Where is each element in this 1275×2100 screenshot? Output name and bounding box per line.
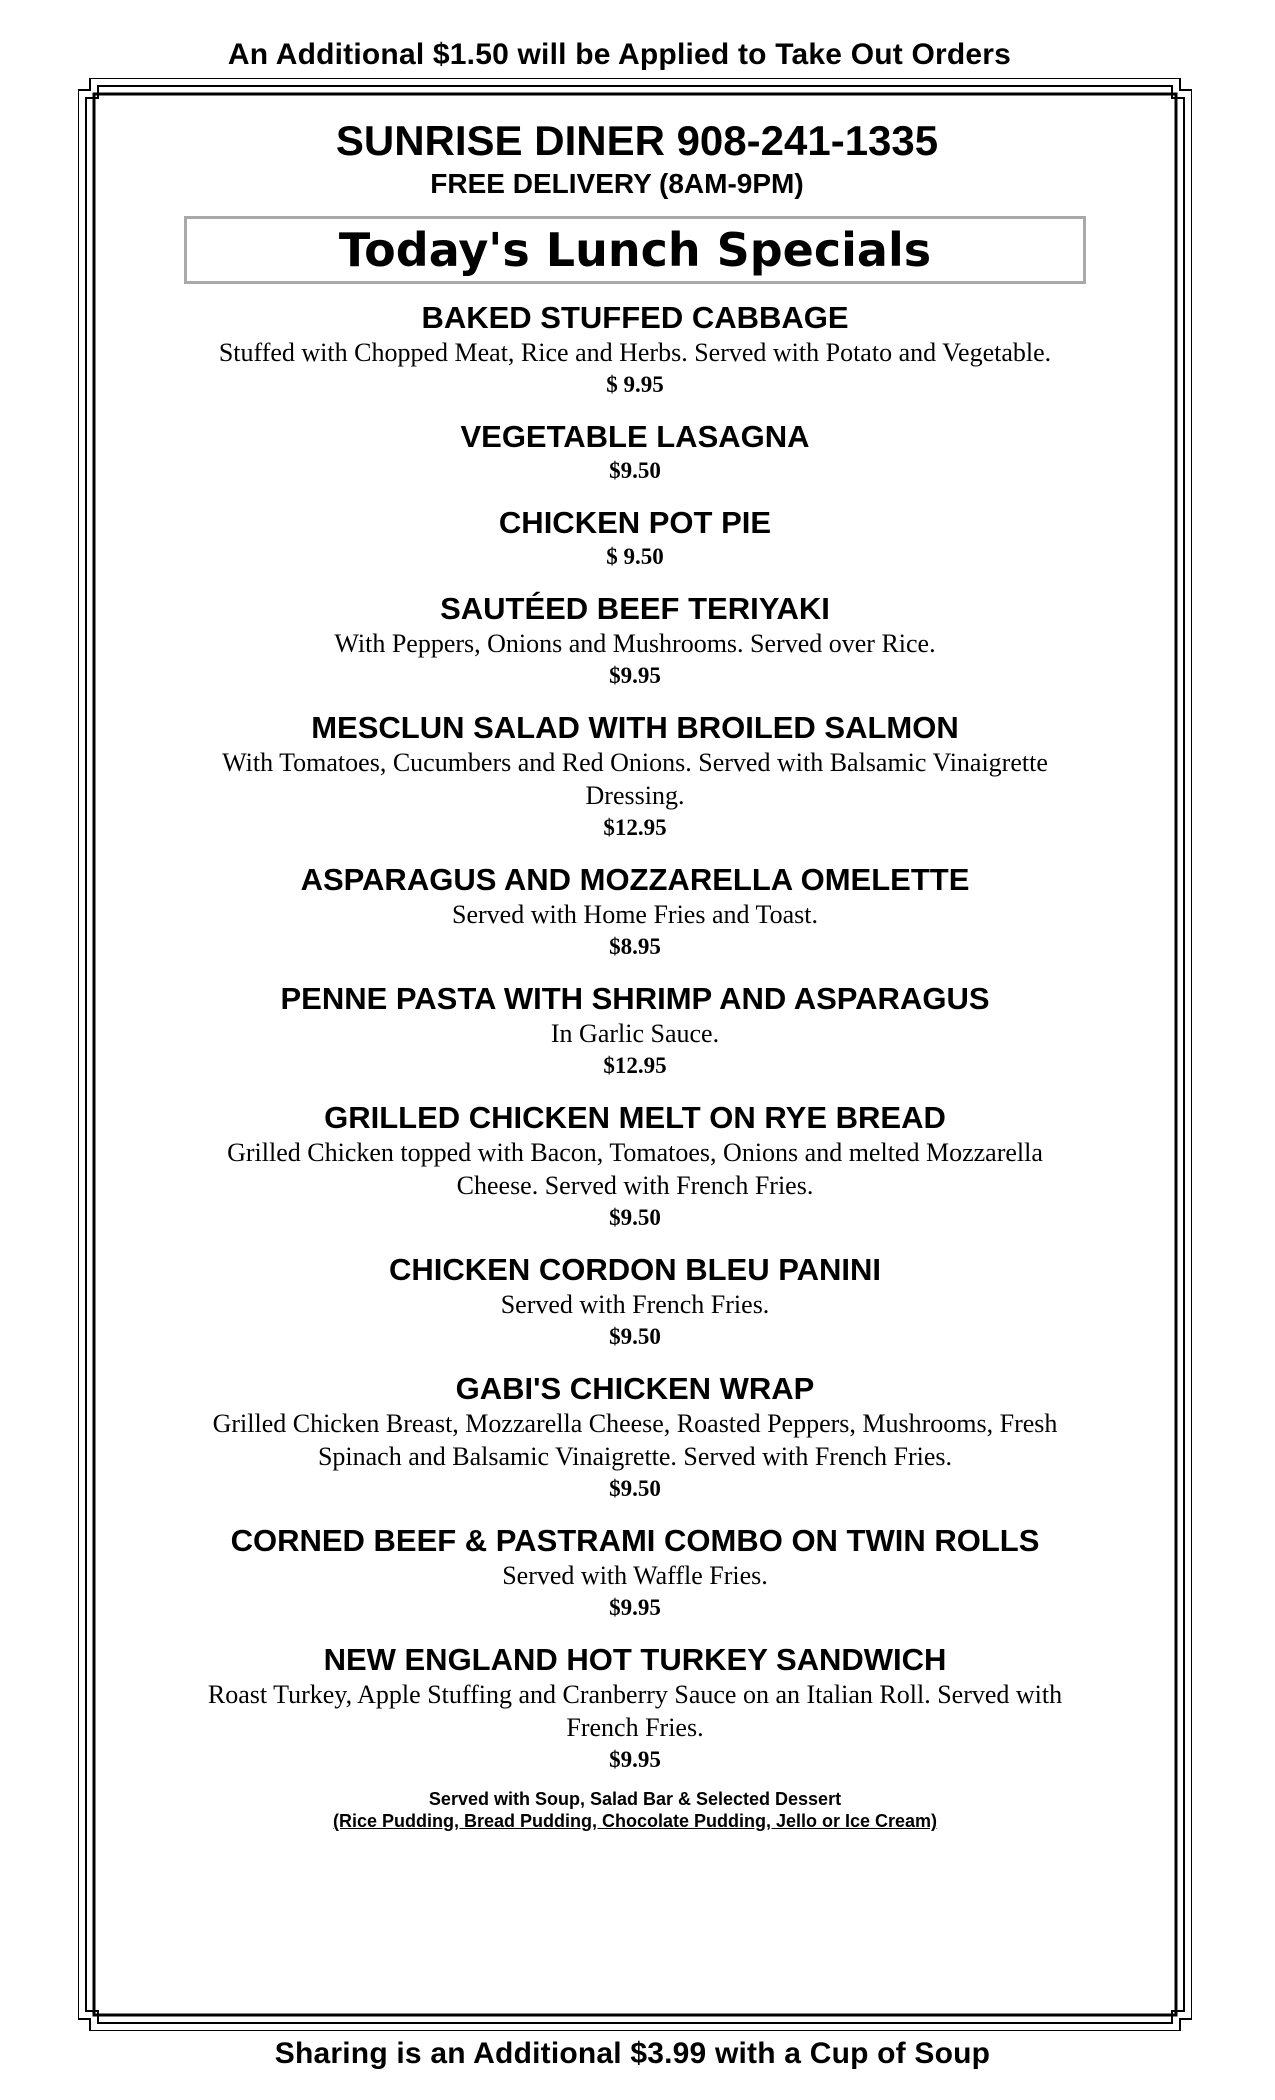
menu-item — [190, 505, 1080, 573]
menu-item — [190, 419, 1080, 487]
menu-item — [190, 591, 1080, 692]
menu-item — [190, 1100, 1080, 1234]
menu-item-name: CHICKEN POT PIE — [498, 505, 772, 540]
specials-list — [190, 300, 1080, 1776]
menu-item-description: With Tomatoes, Cucumbers and Red Onions. Served with Balsamic Vinaigrette Dressing. — [222, 748, 1048, 810]
menu-item-name: BAKED STUFFED CABBAGE — [421, 300, 849, 335]
menu-item — [190, 981, 1080, 1082]
menu-item-name: VEGETABLE LASAGNA — [460, 419, 810, 454]
menu-item — [190, 1523, 1080, 1624]
menu-item-price: $8.95 — [609, 934, 661, 959]
restaurant-name: SUNRISE DINER 908-241-1335 — [335, 117, 939, 164]
menu-item-description: Grilled Chicken topped with Bacon, Tomatoes, Onions and melted Mozzarella Cheese. Served with French Fries. — [227, 1138, 1043, 1200]
menu-item-price: $9.95 — [609, 663, 661, 688]
menu-item-name: ASPARAGUS AND MOZZARELLA OMELETTE — [300, 862, 970, 897]
menu-item-description: Served with Home Fries and Toast. — [452, 900, 818, 929]
menu-item-price: $9.95 — [609, 1747, 661, 1772]
takeout-notice: An Additional $1.50 will be Applied to Take Out Orders — [227, 38, 1012, 71]
menu-item-name: PENNE PASTA WITH SHRIMP AND ASPARAGUS — [280, 981, 990, 1016]
menu-item-price: $9.50 — [609, 458, 661, 483]
title-box — [184, 216, 1086, 284]
menu-item-price: $ 9.50 — [606, 544, 664, 569]
footer-notes — [190, 1788, 1080, 1832]
delivery-info: FREE DELIVERY (8AM-9PM) — [430, 168, 804, 199]
menu-item-name: GABI'S CHICKEN WRAP — [455, 1371, 815, 1406]
menu-item-price: $9.95 — [609, 1595, 661, 1620]
menu-item-description: Served with Waffle Fries. — [502, 1561, 768, 1590]
menu-item — [190, 1252, 1080, 1353]
menu-item-description: In Garlic Sauce. — [550, 1019, 720, 1048]
menu-content — [190, 110, 1080, 1832]
menu-item-name: GRILLED CHICKEN MELT ON RYE BREAD — [324, 1100, 946, 1135]
menu-item — [190, 862, 1080, 963]
menu-item-description: With Peppers, Onions and Mushrooms. Served over Rice. — [334, 629, 936, 658]
menu-item-description: Served with French Fries. — [500, 1290, 770, 1319]
sharing-notice: Sharing is an Additional $3.99 with a Cup of Soup — [274, 2037, 991, 2070]
menu-item-price: $12.95 — [603, 815, 667, 840]
menu-item-price: $9.50 — [609, 1476, 661, 1501]
menu-item-description: Roast Turkey, Apple Stuffing and Cranberry Sauce on an Italian Roll. Served with French Fries. — [207, 1680, 1063, 1742]
menu-item-name: NEW ENGLAND HOT TURKEY SANDWICH — [323, 1642, 947, 1677]
menu-item-name: CORNED BEEF & PASTRAMI COMBO ON TWIN ROLLS — [230, 1523, 1040, 1558]
menu-item — [190, 710, 1080, 844]
menu-item-name: MESCLUN SALAD WITH BROILED SALMON — [311, 710, 959, 745]
menu-item — [190, 1371, 1080, 1505]
footer-line-2: (Rice Pudding, Bread Pudding, Chocolate Pudding, Jello or Ice Cream) — [332, 1811, 938, 1831]
menu-item-description: Grilled Chicken Breast, Mozzarella Cheese, Roasted Peppers, Mushrooms, Fresh Spinach and Balsamic Vinaigrette. Served with French Fries. — [212, 1409, 1058, 1471]
page-title: Today's Lunch Specials — [338, 223, 932, 277]
menu-item — [190, 300, 1080, 401]
menu-item-name: SAUTÉED BEEF TERIYAKI — [440, 591, 830, 626]
menu-item-price: $9.50 — [609, 1205, 661, 1230]
menu-item-price: $12.95 — [603, 1053, 667, 1078]
menu-item-name: CHICKEN CORDON BLEU PANINI — [389, 1252, 881, 1287]
menu-item-price: $ 9.95 — [606, 372, 664, 397]
footer-line-1: Served with Soup, Salad Bar & Selected Dessert — [428, 1789, 842, 1809]
menu-item-description: Stuffed with Chopped Meat, Rice and Herbs. Served with Potato and Vegetable. — [218, 338, 1052, 367]
menu-item-price: $9.50 — [609, 1324, 661, 1349]
menu-item — [190, 1642, 1080, 1776]
